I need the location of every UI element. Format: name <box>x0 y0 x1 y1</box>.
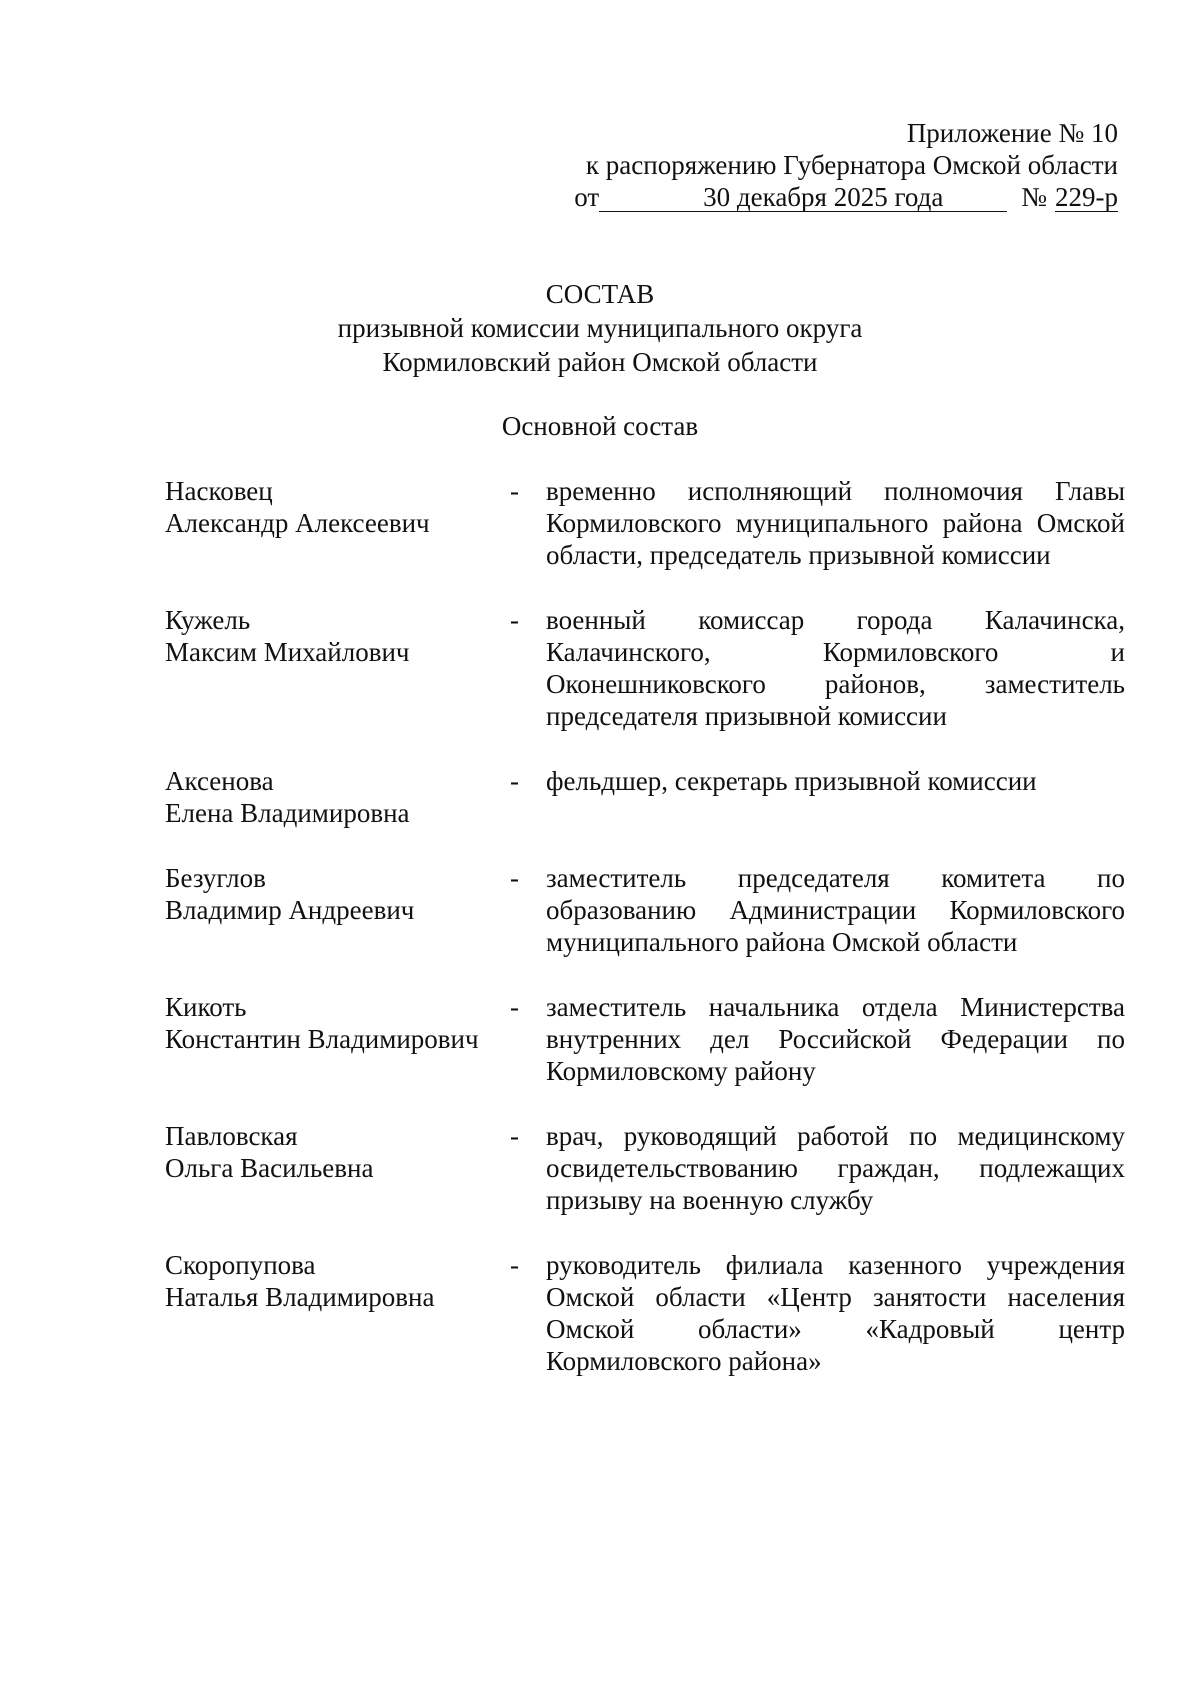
member-surname: Павловская <box>165 1121 298 1151</box>
order-date: 30 декабря 2025 года <box>599 184 1007 212</box>
member-given-names: Константин Владимирович <box>165 1024 479 1054</box>
member-given-names: Елена Владимировна <box>165 798 410 828</box>
number-label: № <box>1021 182 1047 212</box>
member-name <box>165 475 510 539</box>
document-subtitle-1: призывной комиссии муниципального округа <box>337 313 863 343</box>
dash-separator: - <box>510 766 519 796</box>
member-surname: Скоропупова <box>165 1250 316 1280</box>
member-entry <box>165 765 1125 829</box>
dash-separator: - <box>510 476 519 506</box>
section-title: Основной состав <box>501 411 699 441</box>
dash-separator: - <box>510 863 519 893</box>
member-name <box>165 604 510 668</box>
member-entry <box>165 991 1125 1087</box>
member-role: заместитель председателя комитета по образованию Администрации Кормиловского муниципального района Омской области <box>546 863 1125 957</box>
member-given-names: Максим Михайлович <box>165 637 410 667</box>
member-entry <box>165 1249 1125 1377</box>
member-role: врач, руководящий работой по медицинскому освидетельствованию граждан, подлежащих призыву на военную службу <box>546 1121 1125 1215</box>
document-title: СОСТАВ <box>545 279 655 309</box>
order-number: 229-р <box>1055 182 1118 212</box>
dash-separator: - <box>510 1121 519 1151</box>
member-role: фельдшер, секретарь призывной комиссии <box>546 766 1037 796</box>
member-given-names: Наталья Владимировна <box>165 1282 435 1312</box>
member-role: военный комиссар города Калачинска, Калачинского, Кормиловского и Оконешниковского районов, заместитель председателя призывной комиссии <box>546 605 1125 731</box>
member-list <box>165 475 1125 1377</box>
member-name <box>165 1249 510 1313</box>
dash-separator: - <box>510 605 519 635</box>
member-name <box>165 862 510 926</box>
member-given-names: Александр Алексеевич <box>165 508 430 538</box>
document-subtitle-2: Кормиловский район Омской области <box>382 347 818 377</box>
member-entry <box>165 604 1125 732</box>
member-entry <box>165 1120 1125 1216</box>
dash-separator: - <box>510 1250 519 1280</box>
order-reference <box>548 181 1118 213</box>
member-surname: Насковец <box>165 476 273 506</box>
member-name <box>165 991 510 1055</box>
member-entry <box>165 862 1125 958</box>
member-surname: Аксенова <box>165 766 274 796</box>
appendix-header <box>548 117 1118 213</box>
member-surname: Безуглов <box>165 863 266 893</box>
member-surname: Кужель <box>165 605 251 635</box>
appendix-number: Приложение № 10 <box>906 118 1118 148</box>
member-role: заместитель начальника отдела Министерства внутренних дел Российской Федерации по Кормиловскому району <box>546 992 1125 1086</box>
member-name <box>165 765 510 829</box>
member-entry <box>165 475 1125 571</box>
appendix-reference: к распоряжению Губернатора Омской области <box>585 150 1118 180</box>
member-given-names: Владимир Андреевич <box>165 895 415 925</box>
from-label: от <box>574 182 600 212</box>
member-role: руководитель филиала казенного учреждения Омской области «Центр занятости населения Омской области» «Кадровый центр Кормиловского района» <box>546 1250 1125 1376</box>
member-given-names: Ольга Васильевна <box>165 1153 374 1183</box>
dash-separator: - <box>510 992 519 1022</box>
member-role: временно исполняющий полномочия Главы Кормиловского муниципального района Омской области, председатель призывной комиссии <box>546 476 1125 570</box>
member-surname: Кикоть <box>165 992 247 1022</box>
member-name <box>165 1120 510 1184</box>
document-title-block <box>0 278 1200 380</box>
